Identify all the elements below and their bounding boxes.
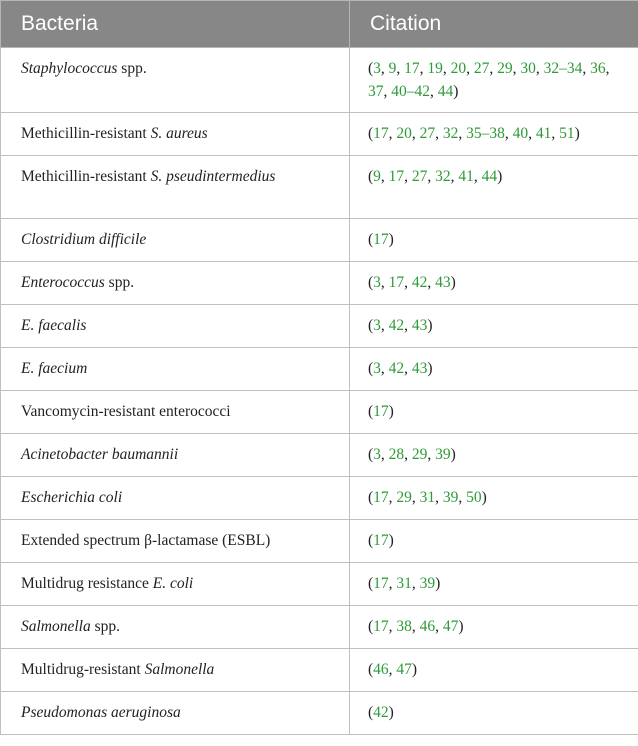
table-row — [1, 434, 638, 477]
bacteria-name-part: Methicillin-resistant — [21, 168, 151, 185]
citation-cell: (9, 17, 27, 32, 41, 44) — [350, 156, 638, 219]
citation-link[interactable]: 42 — [388, 317, 405, 334]
table-body — [1, 48, 638, 735]
header-bacteria: Bacteria — [1, 1, 350, 48]
citation-cell: (17) — [350, 219, 638, 262]
header-citation: Citation — [350, 1, 638, 48]
citation-cell: (17, 29, 31, 39, 50) — [350, 477, 638, 520]
citation-cell: (3, 9, 17, 19, 20, 27, 29, 30, 32–34, 36, 37, 40–42, 44) — [350, 48, 638, 113]
table-row — [1, 219, 638, 262]
bacteria-name-part: Staphylococcus — [21, 60, 118, 77]
citation-link[interactable]: 47 — [396, 661, 412, 678]
bacteria-name — [1, 305, 350, 348]
bacteria-name-part: Salmonella — [21, 618, 91, 635]
citation-link[interactable]: 17 — [373, 575, 389, 592]
bacteria-name — [1, 219, 350, 262]
citation-cell: (17, 38, 46, 47) — [350, 606, 638, 649]
citation-link[interactable]: 3 — [373, 360, 381, 377]
table-row — [1, 692, 638, 735]
bacteria-name-part: spp. — [117, 60, 147, 77]
bacteria-name-part: Methicillin-resistant — [21, 125, 151, 142]
bacteria-name-part: Clostridium difficile — [21, 231, 147, 248]
bacteria-name-part: Extended spectrum β-lactamase (ESBL) — [21, 532, 271, 549]
citation-link[interactable]: 42 — [388, 360, 405, 377]
citation-link[interactable]: 32–34 — [543, 60, 583, 77]
bacteria-name — [1, 692, 350, 735]
citation-link[interactable]: 41 — [535, 125, 552, 142]
citation-link[interactable]: 44 — [437, 83, 454, 100]
citation-cell: (3, 28, 29, 39) — [350, 434, 638, 477]
citation-link[interactable]: 46 — [419, 618, 436, 635]
bacteria-name-part: spp. — [104, 274, 135, 291]
citation-link[interactable]: 39 — [435, 446, 451, 463]
citation-link[interactable]: 17 — [388, 274, 405, 291]
bacteria-name — [1, 649, 350, 692]
citation-link[interactable]: 17 — [373, 125, 389, 142]
bacteria-name — [1, 156, 350, 219]
bacteria-name — [1, 48, 350, 113]
citation-link[interactable]: 43 — [411, 360, 428, 377]
citation-link[interactable]: 39 — [442, 489, 459, 506]
bacteria-name — [1, 391, 350, 434]
table-row — [1, 649, 638, 692]
citation-link[interactable]: 17 — [373, 618, 389, 635]
citation-link[interactable]: 37 — [368, 83, 384, 100]
citation-cell: (17, 20, 27, 32, 35–38, 40, 41, 51) — [350, 113, 638, 156]
citation-link[interactable]: 43 — [411, 317, 428, 334]
citation-link[interactable]: 43 — [435, 274, 451, 291]
citation-link[interactable]: 29 — [497, 60, 513, 77]
bacteria-name-part: Enterococcus — [21, 274, 105, 291]
bacteria-name — [1, 563, 350, 606]
citation-link[interactable]: 30 — [520, 60, 536, 77]
citation-link[interactable]: 17 — [388, 168, 405, 185]
citation-link[interactable]: 28 — [388, 446, 405, 463]
citation-link[interactable]: 3 — [373, 446, 381, 463]
citation-link[interactable]: 3 — [373, 274, 381, 291]
citation-link[interactable]: 20 — [396, 125, 412, 142]
citation-link[interactable]: 35–38 — [466, 125, 505, 142]
citation-link[interactable]: 38 — [396, 618, 412, 635]
citation-link[interactable]: 51 — [559, 125, 575, 142]
citation-link[interactable]: 47 — [442, 618, 459, 635]
table-row — [1, 113, 638, 156]
citation-link[interactable]: 27 — [419, 125, 436, 142]
citation-link[interactable]: 41 — [458, 168, 474, 185]
citation-cell: (42) — [350, 692, 638, 735]
bacteria-name-part: Vancomycin-resistant enterococci — [21, 403, 231, 420]
bacteria-name-part: Multidrug resistance — [21, 575, 153, 592]
bacteria-name — [1, 262, 350, 305]
table-row — [1, 348, 638, 391]
citation-link[interactable]: 17 — [404, 60, 420, 77]
citation-cell: (46, 47) — [350, 649, 638, 692]
bacteria-name-part: E. faecium — [21, 360, 88, 377]
bacteria-name — [1, 348, 350, 391]
table-row — [1, 477, 638, 520]
table-row — [1, 606, 638, 649]
bacteria-name-part: S. aureus — [150, 125, 208, 142]
citation-link[interactable]: 17 — [373, 532, 389, 549]
table-row — [1, 563, 638, 606]
bacteria-name — [1, 113, 350, 156]
citation-link[interactable]: 31 — [419, 489, 436, 506]
citation-link[interactable]: 20 — [450, 60, 467, 77]
citation-cell: (3, 17, 42, 43) — [350, 262, 638, 305]
citation-link[interactable]: 31 — [396, 575, 412, 592]
citation-link[interactable]: 17 — [373, 231, 389, 248]
bacteria-name-part: Multidrug-resistant — [21, 661, 145, 678]
citation-link[interactable]: 50 — [466, 489, 482, 506]
table-row — [1, 262, 638, 305]
citation-link[interactable]: 29 — [396, 489, 412, 506]
bacteria-name-part: S. pseudintermedius — [150, 168, 276, 185]
citation-link[interactable]: 17 — [373, 403, 389, 420]
citation-link[interactable]: 36 — [590, 60, 606, 77]
citation-link[interactable]: 19 — [427, 60, 443, 77]
citation-link[interactable]: 40–42 — [391, 83, 430, 100]
bacteria-name-part: E. faecalis — [21, 317, 87, 334]
bacteria-name — [1, 434, 350, 477]
citation-link[interactable]: 44 — [481, 168, 498, 185]
citation-link[interactable]: 27 — [473, 60, 490, 77]
citation-link[interactable]: 32 — [442, 125, 459, 142]
citation-link[interactable]: 32 — [435, 168, 451, 185]
citation-link[interactable]: 29 — [411, 446, 428, 463]
bacteria-name-part: spp. — [90, 618, 121, 635]
table-row — [1, 520, 638, 563]
citation-link[interactable]: 9 — [373, 168, 381, 185]
citation-link[interactable]: 3 — [373, 60, 381, 77]
table-row — [1, 48, 638, 113]
bacteria-name — [1, 606, 350, 649]
bacteria-name — [1, 477, 350, 520]
bacteria-name-part: Pseudomonas aeruginosa — [21, 704, 181, 721]
bacteria-name-part: E. coli — [152, 575, 194, 592]
citation-link[interactable]: 46 — [373, 661, 389, 678]
citation-cell: (3, 42, 43) — [350, 305, 638, 348]
citation-cell: (3, 42, 43) — [350, 348, 638, 391]
bacteria-name-part: Acinetobacter baumannii — [21, 446, 179, 463]
citation-cell: (17) — [350, 391, 638, 434]
citation-link[interactable]: 27 — [411, 168, 428, 185]
citation-link[interactable]: 42 — [411, 274, 428, 291]
citation-link[interactable]: 39 — [419, 575, 436, 592]
table-row — [1, 156, 638, 219]
bacteria-name — [1, 520, 350, 563]
table-row — [1, 391, 638, 434]
citation-cell: (17, 31, 39) — [350, 563, 638, 606]
bacteria-name-part: Escherichia coli — [21, 489, 123, 506]
header-row — [1, 1, 638, 48]
citation-cell: (17) — [350, 520, 638, 563]
citation-link[interactable]: 40 — [512, 125, 529, 142]
bacteria-name-part: Salmonella — [144, 661, 215, 678]
citation-link[interactable]: 9 — [388, 60, 397, 77]
table-row — [1, 305, 638, 348]
citation-link[interactable]: 3 — [373, 317, 381, 334]
citation-link[interactable]: 17 — [373, 489, 389, 506]
citation-link[interactable]: 42 — [373, 704, 389, 721]
